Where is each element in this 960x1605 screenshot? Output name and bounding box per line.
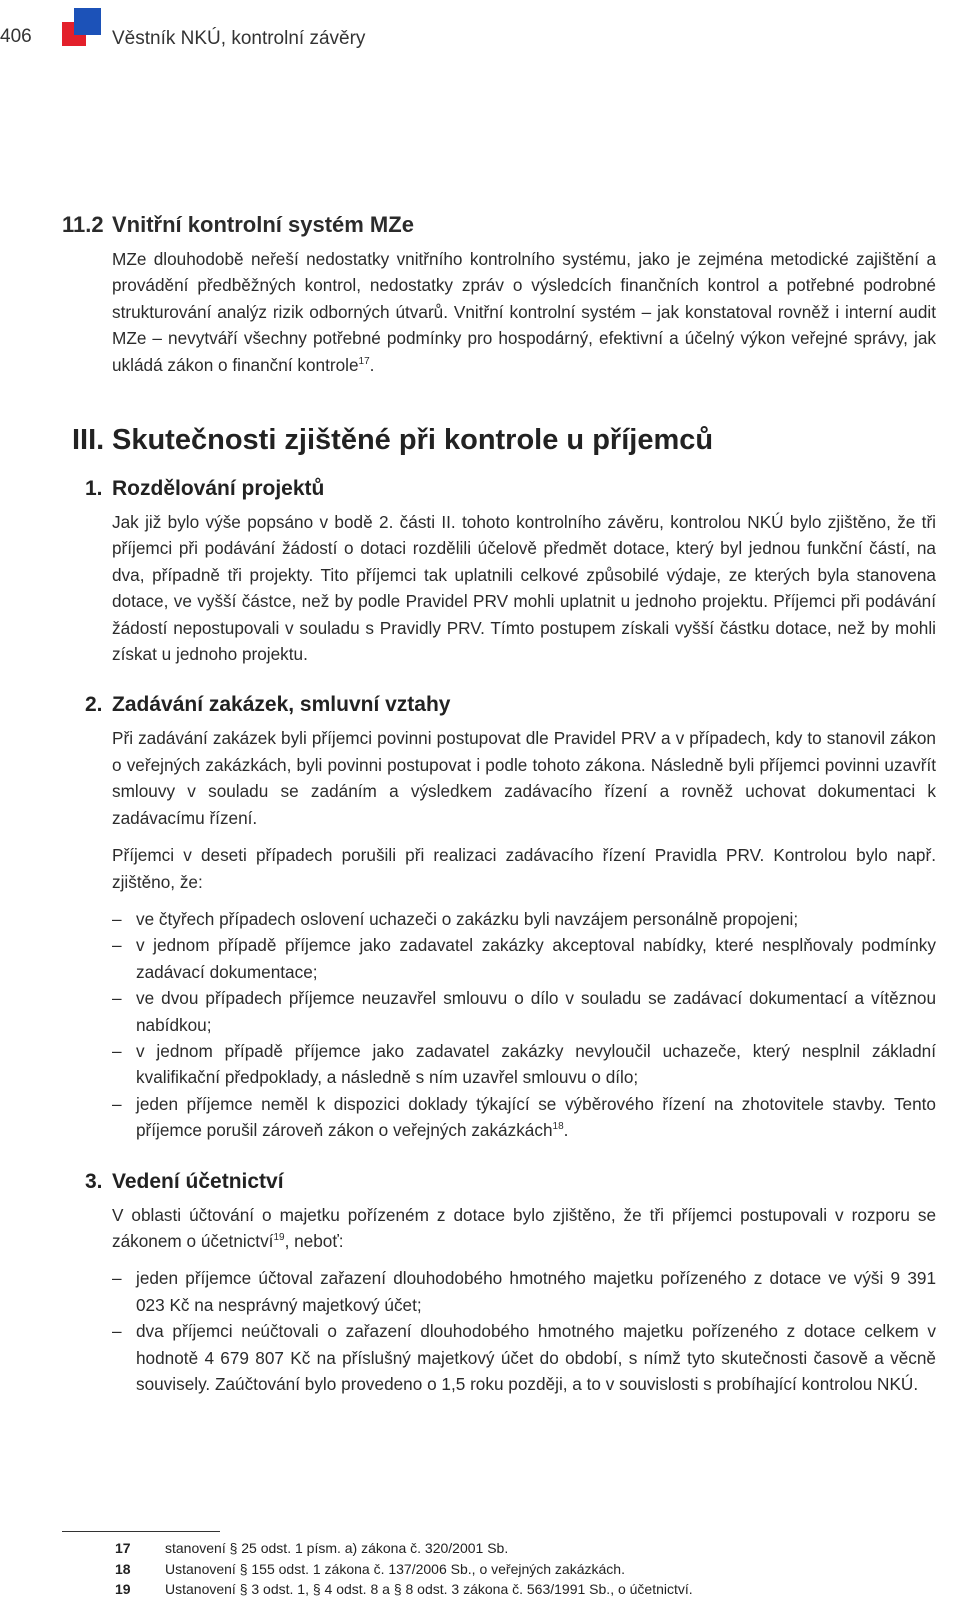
- page-number: 406: [0, 26, 32, 47]
- footnote-ref-18[interactable]: 18: [552, 1121, 564, 1133]
- section-11-2-paragraph: [112, 246, 936, 378]
- subsection-2-heading: [85, 693, 936, 717]
- footnote-ref-17[interactable]: 17: [358, 355, 370, 367]
- list-item-text: ve čtyřech případech oslovení uchazeči o zakázku byli navzájem personálně propojeni;: [136, 908, 799, 929]
- footnote-ref-19[interactable]: 19: [273, 1231, 285, 1243]
- footnote-text: stanovení § 25 odst. 1 písm. a) zákona č. 320/2001 Sb.: [165, 1540, 509, 1556]
- subsection-number: 1.: [85, 477, 103, 501]
- list-item-text: ve dvou případech příjemce neuzavřel smlouvu o dílo v souladu se zadávací dokumentací a vítěznou nabídkou;: [136, 988, 936, 1035]
- footnote-divider: [62, 1531, 220, 1532]
- dash-bullet: –: [112, 1321, 122, 1342]
- footnote-number: 18: [115, 1560, 131, 1577]
- subsection-title: Rozdělování projektů: [112, 477, 325, 501]
- list-item: [112, 1265, 936, 1318]
- paragraph-text: V oblasti účtování o majetku pořízeném z dotace bylo zjištěno, že tři příjemci postupovali v rozporu se zákonem o účetnictví: [112, 1204, 936, 1251]
- dash-bullet: –: [112, 1093, 122, 1114]
- footnotes: [0, 1540, 960, 1602]
- paragraph-text: MZe dlouhodobě neřeší nedostatky vnitřního kontrolního systému, jako je zejména metodické zajištění a provádění předběžných kontrol, nedostatky zpráv o výsledcích finančních kontrol a potřebné podrobné strukturování analýz rizik odborných útvarů. Vnitřní kontrolní systém – jak konstatoval rovněž i interní audit MZe – nevytváří všechny potřebné podmínky pro hospodárný, efektivní a účelný výkon veřejné správy, jak ukládá zákon o finanční kontrole: [112, 249, 936, 375]
- subsection-title: Vedení účetnictví: [112, 1169, 284, 1193]
- dash-bullet: –: [112, 908, 122, 929]
- list-item-text: v jednom případě příjemce jako zadavatel zakázky akceptoval nabídky, které nesplňovaly podmínky zadávací dokumentace;: [136, 935, 936, 982]
- list-item-end: .: [563, 1120, 569, 1141]
- dash-bullet: –: [112, 988, 122, 1009]
- subsection-number: 2.: [85, 693, 103, 717]
- dash-bullet: –: [112, 935, 122, 956]
- subsection-title: Zadávání zakázek, smluvní vztahy: [112, 693, 451, 717]
- footnote-18: [0, 1561, 960, 1582]
- list-item: [112, 932, 936, 985]
- section-11-2-heading: [62, 212, 936, 238]
- footnote-number: 19: [115, 1581, 131, 1597]
- footnote-text: Ustanovení § 155 odst. 1 zákona č. 137/2006 Sb., o veřejných zakázkách.: [165, 1560, 625, 1577]
- chapter-heading: [72, 424, 936, 457]
- logo-blue-square: [74, 8, 101, 35]
- list-item-text: dva příjemci neúčtovali o zařazení dlouhodobého hmotného majetku pořízeného z dotace celkem v hodnotě 4 679 807 Kč na příslušný majetkový účet do období, s nímž tyto skutečnosti časově a věcně souvisely. Zaúčtování bylo provedeno o 1,5 roku později, a to v souvislosti s probíhající kontrolou NKÚ.: [136, 1321, 936, 1394]
- list-item: [112, 1318, 936, 1397]
- list-item: [112, 1091, 936, 1144]
- dash-bullet: –: [112, 1268, 122, 1289]
- list-item: [112, 1038, 936, 1091]
- list-item: [112, 906, 936, 932]
- accounting-findings-list: [112, 1265, 936, 1397]
- footnote-19: [0, 1581, 960, 1602]
- subsection-3-paragraph: [112, 1202, 936, 1255]
- running-title: Věstník NKÚ, kontrolní závěry: [112, 28, 366, 49]
- nku-logo: [62, 8, 102, 46]
- list-item-text: v jednom případě příjemce jako zadavatel zakázky nevyloučil uchazeče, který nesplnil základní kvalifikační předpoklady, a následně s ním uzavřel smlouvu o dílo;: [136, 1040, 936, 1088]
- footnote-number: 17: [115, 1540, 131, 1556]
- subsection-2-paragraph-2: Příjemci v deseti případech porušili při realizaci zadávacího řízení Pravidla PRV. Kontrolou bylo např. zjištěno, že:: [112, 845, 936, 892]
- dash-bullet: –: [112, 1040, 122, 1061]
- list-item-text: jeden příjemce neměl k dispozici doklady týkající se výběrového řízení na zhotovitele stavby. Tento příjemce porušil zároveň zákon o veřejných zakázkách: [136, 1093, 936, 1141]
- main-content: [62, 212, 936, 1397]
- findings-list: [112, 906, 936, 1144]
- list-item: [112, 985, 936, 1038]
- list-item-text: jeden příjemce účtoval zařazení dlouhodobého hmotného majetku pořízeného z dotace ve výši 9 391 023 Kč na nesprávný majetkový účet;: [136, 1268, 936, 1315]
- chapter-number: III.: [72, 424, 105, 457]
- section-number: 11.2: [62, 212, 104, 237]
- subsection-number: 3.: [85, 1169, 103, 1193]
- subsection-1-paragraph: Jak již bylo výše popsáno v bodě 2. části II. tohoto kontrolního závěru, kontrolou NKÚ bylo zjištěno, že tři příjemci při podávání žádostí o dotaci rozdělili účelově předmět dotace, který byl jednou funkční částí, na dva, případně tři projekty. Tito příjemci tak uplatnili celkové způsobilé výdaje, ze kterých byla stanovena dotace, ve vyšší částce, než by podle Pravidel PRV mohli uplatnit u jednoho projektu. Příjemci při podávání žádostí nepostupovali v souladu s Pravidly PRV. Tímto postupem získali vyšší částku dotace, než by mohli získat u jednoho projektu.: [112, 512, 936, 665]
- chapter-title: Skutečnosti zjištěné při kontrole u příjemců: [112, 424, 714, 457]
- footnote-text: Ustanovení § 3 odst. 1, § 4 odst. 8 a § 8 odst. 3 zákona č. 563/1991 Sb., o účetnictví.: [165, 1581, 693, 1597]
- section-title: Vnitřní kontrolní systém MZe: [112, 212, 414, 237]
- paragraph-end: .: [369, 354, 375, 375]
- subsection-1-heading: [85, 477, 936, 501]
- paragraph-end: , neboť:: [284, 1230, 344, 1251]
- subsection-3-heading: [85, 1169, 936, 1194]
- subsection-2-paragraph-1: Při zadávání zakázek byli příjemci povinni postupovat dle Pravidel PRV a v případech, kdy to stanovil zákon o veřejných zakázkách, byli povinni postupovat i podle tohoto zákona. Následně byli příjemci povinni uzavřít smlouvy v souladu se zadáním a výsledkem zadávacího řízení a rovněž uchovat dokumentaci k zadávacímu řízení.: [112, 728, 936, 828]
- footnote-17: [0, 1540, 960, 1561]
